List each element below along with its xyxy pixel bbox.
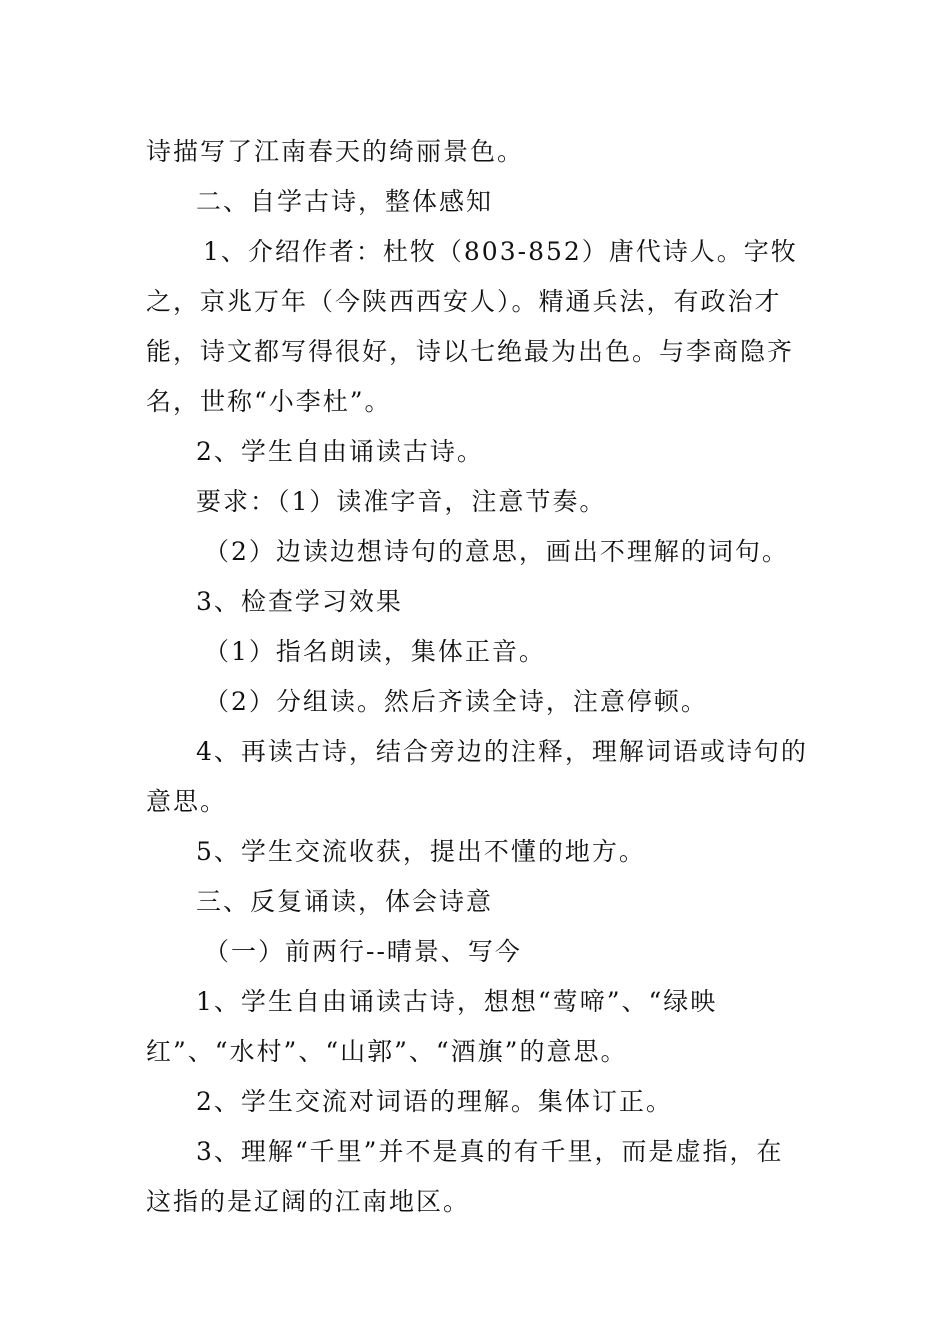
paragraph-sub-step-1: 1、学生自由诵读古诗，想想“莺啼”、“绿映红”、“水村”、“山郭”、“酒旗”的意思。: [146, 987, 718, 1066]
paragraph-requirement-1: 要求：（1）读准字音，注意节奏。: [196, 487, 607, 516]
document-body: [146, 127, 808, 1227]
section-heading-3: 三、反复诵读，体会诗意: [196, 887, 494, 916]
paragraph-step-5: 5、学生交流收获，提出不懂的地方。: [196, 837, 646, 866]
paragraph-step-3-1: （1）指名朗读，集体正音。: [204, 637, 546, 666]
paragraph-sub-step-3: 3、理解“千里”并不是真的有千里，而是虚指，在这指的是辽阔的江南地区。: [146, 1137, 784, 1216]
paragraph-step-4: 4、再读古诗，结合旁边的注释，理解词语或诗句的意思。: [146, 737, 808, 816]
paragraph-step-3: 3、检查学习效果: [196, 587, 403, 616]
paragraph-continuation: 诗描写了江南春天的绮丽景色。: [146, 137, 525, 166]
paragraph-author-intro: 1、介绍作者：杜牧（803-852）唐代诗人。字牧之，京兆万年（今陕西西安人）。精通兵法，有政治才能，诗文都写得很好，诗以七绝最为出色。与李商隐齐名，世称“小李杜”。: [146, 237, 798, 416]
section-heading-2: 二、自学古诗，整体感知: [196, 187, 494, 216]
paragraph-requirement-2: （2）边读边想诗句的意思，画出不理解的词句。: [204, 537, 789, 566]
subsection-heading-1: （一）前两行--晴景、写今: [204, 937, 522, 966]
paragraph-step-2: 2、学生自由诵读古诗。: [196, 437, 484, 466]
paragraph-step-3-2: （2）分组读。然后齐读全诗，注意停顿。: [204, 687, 708, 716]
paragraph-sub-step-2: 2、学生交流对词语的理解。集体订正。: [196, 1087, 673, 1116]
